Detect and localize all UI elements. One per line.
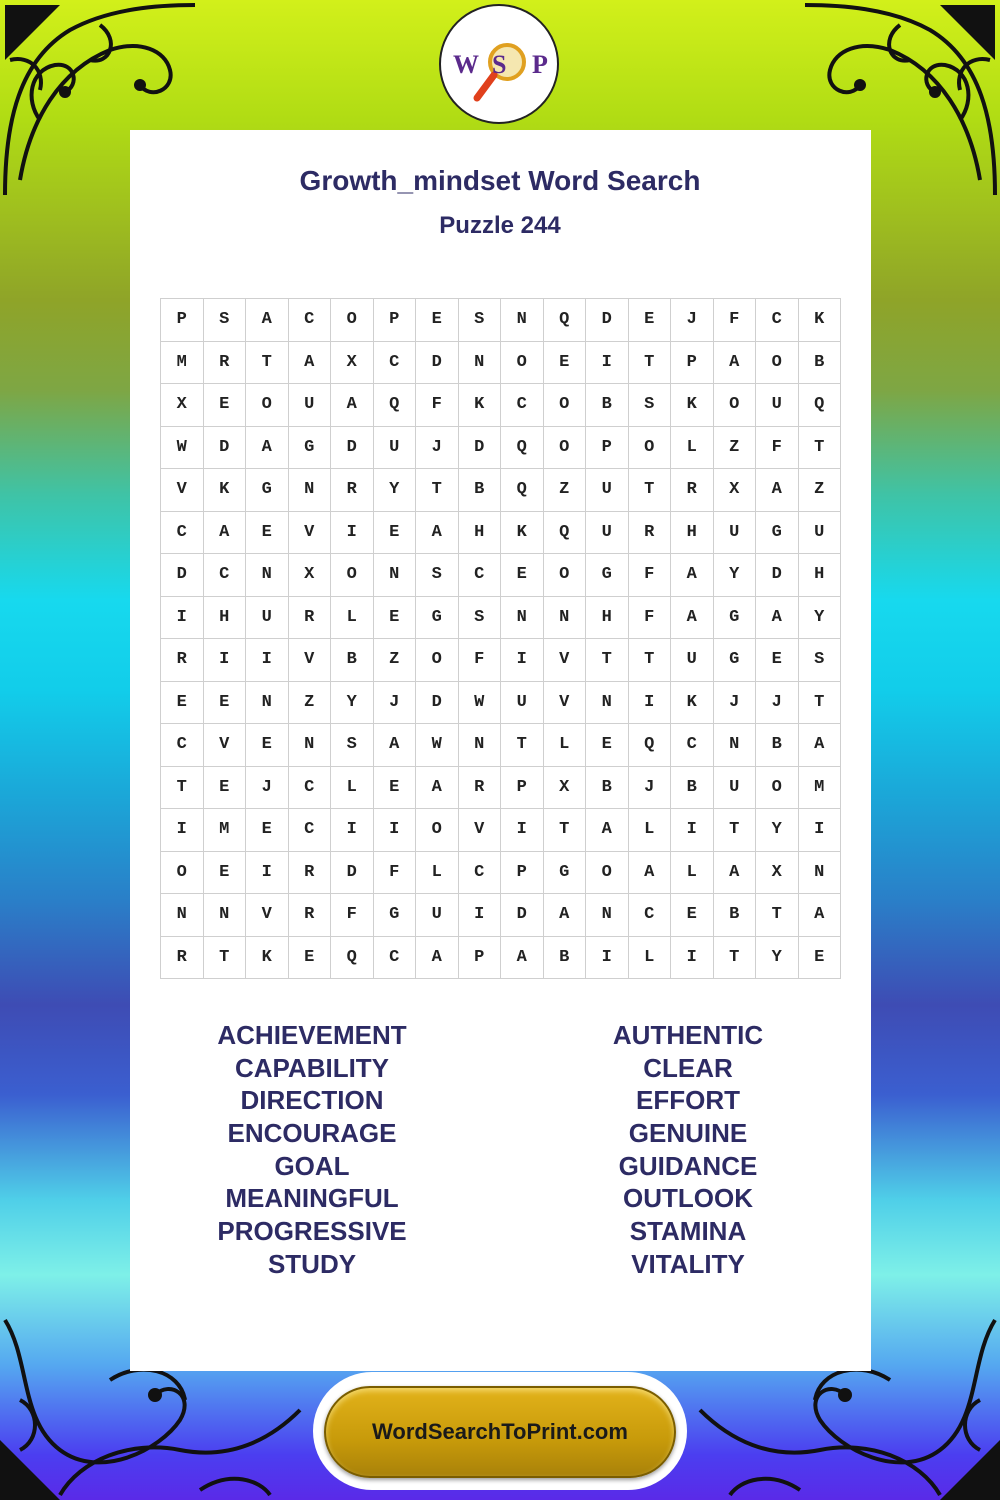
word-item: EFFORT [636,1085,740,1116]
grid-cell[interactable]: T [629,469,672,512]
grid-cell[interactable]: L [544,724,587,767]
word-item: CLEAR [643,1052,733,1083]
grid-cell[interactable]: E [246,809,289,852]
grid-cell[interactable]: P [161,299,204,342]
word-item: VITALITY [631,1248,745,1279]
grid-cell[interactable]: U [671,639,714,682]
grid-cell[interactable]: X [756,852,799,895]
grid-cell[interactable]: E [501,554,544,597]
grid-cell[interactable]: H [204,597,247,640]
grid-cell[interactable]: C [204,554,247,597]
grid-cell[interactable]: Q [799,384,842,427]
grid-cell[interactable]: B [586,384,629,427]
grid-cell[interactable]: F [629,554,672,597]
grid-cell[interactable]: I [586,937,629,980]
grid-cell[interactable]: E [671,894,714,937]
grid-cell[interactable]: N [289,724,332,767]
grid-cell[interactable]: E [161,682,204,725]
grid-cell[interactable]: D [416,682,459,725]
grid-cell[interactable]: U [289,384,332,427]
grid-cell[interactable]: X [331,342,374,385]
grid-cell[interactable]: Y [756,809,799,852]
grid-cell[interactable]: E [374,767,417,810]
grid-cell[interactable]: N [586,894,629,937]
grid-cell[interactable]: V [289,512,332,555]
grid-cell[interactable]: T [714,937,757,980]
grid-cell[interactable]: E [416,299,459,342]
word-item: CAPABILITY [234,1052,390,1083]
grid-cell[interactable]: I [161,809,204,852]
grid-cell[interactable]: S [459,299,502,342]
grid-cell[interactable]: T [501,724,544,767]
grid-cell[interactable]: O [416,809,459,852]
grid-cell[interactable]: R [161,937,204,980]
grid-cell[interactable]: V [204,724,247,767]
grid-cell[interactable]: T [799,427,842,470]
grid-cell[interactable]: C [289,299,332,342]
grid-cell[interactable]: O [416,639,459,682]
grid-cell[interactable]: L [331,597,374,640]
grid-cell[interactable]: T [161,767,204,810]
grid-cell[interactable]: C [374,342,417,385]
grid-cell[interactable]: P [501,767,544,810]
grid-cell[interactable]: A [204,512,247,555]
grid-cell[interactable]: O [331,299,374,342]
grid-cell[interactable]: Q [501,427,544,470]
grid-cell[interactable]: O [544,554,587,597]
grid-cell[interactable]: O [756,342,799,385]
grid-cell[interactable]: N [459,724,502,767]
grid-cell[interactable]: E [204,682,247,725]
grid-cell[interactable]: U [374,427,417,470]
grid-cell[interactable]: U [586,512,629,555]
grid-cell[interactable]: V [544,682,587,725]
grid-cell[interactable]: O [544,427,587,470]
grid-cell[interactable]: D [416,342,459,385]
grid-cell[interactable]: E [374,597,417,640]
grid-cell[interactable]: N [289,469,332,512]
grid-cell[interactable]: E [289,937,332,980]
logo-letter-p: P [532,50,548,79]
grid-cell[interactable]: F [714,299,757,342]
grid-cell[interactable]: Y [714,554,757,597]
grid-cell[interactable]: Q [501,469,544,512]
grid-cell[interactable]: A [671,554,714,597]
grid-cell[interactable]: B [544,937,587,980]
grid-cell[interactable]: I [246,852,289,895]
grid-cell[interactable]: E [544,342,587,385]
grid-cell[interactable]: G [289,427,332,470]
grid-cell[interactable]: Q [374,384,417,427]
logo-letter-w: W [453,50,479,79]
grid-cell[interactable]: N [374,554,417,597]
grid-cell[interactable]: N [501,299,544,342]
grid-cell[interactable]: V [246,894,289,937]
word-item: STAMINA [629,1216,747,1247]
grid-cell[interactable]: D [161,554,204,597]
grid-cell[interactable]: R [629,512,672,555]
grid-cell[interactable]: N [459,342,502,385]
grid-cell[interactable]: A [714,342,757,385]
grid-cell[interactable]: M [161,342,204,385]
grid-cell[interactable]: B [331,639,374,682]
puzzle-number: Puzzle 244 [439,212,561,239]
grid-cell[interactable]: W [459,682,502,725]
grid-cell[interactable]: S [799,639,842,682]
word-item: GENUINE [628,1118,748,1149]
grid-cell[interactable]: U [501,682,544,725]
grid-cell[interactable]: O [331,554,374,597]
grid-cell[interactable]: Q [544,299,587,342]
grid-cell[interactable]: A [246,299,289,342]
grid-cell[interactable]: U [714,512,757,555]
grid-cell[interactable]: E [246,724,289,767]
grid-cell[interactable]: V [161,469,204,512]
grid-cell[interactable]: F [416,384,459,427]
grid-cell[interactable]: J [756,682,799,725]
grid-cell[interactable]: E [204,767,247,810]
grid-cell[interactable]: V [544,639,587,682]
grid-cell[interactable]: Y [374,469,417,512]
grid-cell[interactable]: H [459,512,502,555]
grid-cell[interactable]: W [161,427,204,470]
grid-cell[interactable]: A [799,894,842,937]
grid-cell[interactable]: M [799,767,842,810]
grid-cell[interactable]: O [756,767,799,810]
grid-cell[interactable]: R [459,767,502,810]
grid-cell[interactable]: Z [714,427,757,470]
grid-cell[interactable]: R [289,852,332,895]
grid-cell[interactable]: L [671,852,714,895]
grid-cell[interactable]: G [714,597,757,640]
grid-cell[interactable]: K [671,384,714,427]
grid-cell[interactable]: A [416,937,459,980]
grid-cell[interactable]: A [586,809,629,852]
grid-cell[interactable]: A [544,894,587,937]
grid-cell[interactable]: Z [799,469,842,512]
grid-cell[interactable]: N [204,894,247,937]
grid-cell[interactable]: Q [544,512,587,555]
grid-cell[interactable]: N [799,852,842,895]
grid-cell[interactable]: K [246,937,289,980]
grid-cell[interactable]: D [501,894,544,937]
grid-cell[interactable]: T [416,469,459,512]
grid-cell[interactable]: F [374,852,417,895]
grid-cell[interactable]: J [246,767,289,810]
grid-cell[interactable]: T [799,682,842,725]
grid-cell[interactable]: A [416,767,459,810]
grid-cell[interactable]: D [331,852,374,895]
grid-cell[interactable]: U [246,597,289,640]
grid-cell[interactable]: D [331,427,374,470]
grid-cell[interactable]: Z [289,682,332,725]
grid-cell[interactable]: A [246,427,289,470]
grid-cell[interactable]: J [671,299,714,342]
grid-cell[interactable]: O [544,384,587,427]
grid-cell[interactable]: I [501,639,544,682]
grid-cell[interactable]: D [586,299,629,342]
word-item: MEANINGFUL [225,1183,399,1214]
grid-cell[interactable]: S [416,554,459,597]
grid-cell[interactable]: A [756,597,799,640]
word-item: PROGRESSIVE [217,1216,407,1247]
grid-cell[interactable]: G [544,852,587,895]
grid-cell[interactable]: C [289,809,332,852]
grid-cell[interactable]: N [246,682,289,725]
word-item: GOAL [274,1150,350,1181]
grid-cell[interactable]: H [586,597,629,640]
wsp-logo[interactable] [439,4,559,124]
grid-cell[interactable]: D [204,427,247,470]
grid-cell[interactable]: F [331,894,374,937]
grid-cell[interactable]: U [416,894,459,937]
grid-cell[interactable]: E [756,639,799,682]
grid-cell[interactable]: X [161,384,204,427]
grid-cell[interactable]: X [289,554,332,597]
grid-cell[interactable]: L [416,852,459,895]
grid-cell[interactable]: A [671,597,714,640]
grid-cell[interactable]: F [459,639,502,682]
grid-cell[interactable]: U [714,767,757,810]
word-list-right [538,1019,838,1281]
grid-cell[interactable]: J [374,682,417,725]
grid-cell[interactable]: G [714,639,757,682]
grid-cell[interactable]: R [671,469,714,512]
grid-cell[interactable]: I [671,937,714,980]
grid-cell[interactable]: B [671,767,714,810]
grid-cell[interactable]: Q [331,937,374,980]
grid-cell[interactable]: P [501,852,544,895]
grid-cell[interactable]: C [161,512,204,555]
grid-cell[interactable]: T [544,809,587,852]
grid-cell[interactable]: O [246,384,289,427]
grid-cell[interactable]: I [586,342,629,385]
grid-cell[interactable]: I [374,809,417,852]
grid-cell[interactable]: O [586,852,629,895]
word-item: DIRECTION [240,1085,384,1116]
grid-cell[interactable]: H [671,512,714,555]
grid-cell[interactable]: R [289,597,332,640]
grid-cell[interactable]: P [459,937,502,980]
word-list-left [162,1019,462,1281]
grid-cell[interactable]: C [459,554,502,597]
grid-cell[interactable]: E [246,512,289,555]
grid-cell[interactable]: J [714,682,757,725]
grid-cell[interactable]: U [799,512,842,555]
grid-cell[interactable]: C [501,384,544,427]
grid-cell[interactable]: C [629,894,672,937]
grid-cell[interactable]: S [331,724,374,767]
grid-cell[interactable]: K [204,469,247,512]
grid-cell[interactable]: I [799,809,842,852]
grid-cell[interactable]: E [204,852,247,895]
grid-cell[interactable]: O [161,852,204,895]
grid-cell[interactable]: L [671,427,714,470]
grid-cell[interactable]: U [586,469,629,512]
logo-letter-s: S [492,50,507,79]
grid-cell[interactable]: I [331,512,374,555]
grid-cell[interactable]: F [629,597,672,640]
grid-cell[interactable]: R [331,469,374,512]
grid-cell[interactable]: A [756,469,799,512]
grid-cell[interactable]: R [161,639,204,682]
grid-cell[interactable]: B [799,342,842,385]
grid-cell[interactable]: L [629,809,672,852]
grid-cell[interactable]: X [714,469,757,512]
grid-cell[interactable]: T [756,894,799,937]
grid-cell[interactable]: A [629,852,672,895]
grid-cell[interactable]: A [501,937,544,980]
grid-cell[interactable]: X [544,767,587,810]
grid-cell[interactable]: A [416,512,459,555]
grid-cell[interactable]: S [204,299,247,342]
grid-cell[interactable]: I [501,809,544,852]
grid-cell[interactable]: R [204,342,247,385]
grid-cell[interactable]: E [629,299,672,342]
grid-cell[interactable]: C [374,937,417,980]
letter-grid [160,298,841,979]
grid-cell[interactable]: B [756,724,799,767]
grid-cell[interactable]: I [629,682,672,725]
grid-cell[interactable]: M [204,809,247,852]
grid-cell[interactable]: Y [799,597,842,640]
grid-cell[interactable]: Y [331,682,374,725]
grid-cell[interactable]: T [586,639,629,682]
grid-cell[interactable]: A [331,384,374,427]
grid-cell[interactable]: C [756,299,799,342]
grid-cell[interactable]: I [331,809,374,852]
grid-cell[interactable]: E [374,512,417,555]
grid-cell[interactable]: E [799,937,842,980]
grid-cell[interactable]: G [416,597,459,640]
grid-cell[interactable]: J [629,767,672,810]
page-title: Growth_mindset Word Search [299,165,701,196]
grid-cell[interactable]: H [799,554,842,597]
grid-cell[interactable]: A [799,724,842,767]
grid-cell[interactable]: G [586,554,629,597]
grid-cell[interactable]: C [459,852,502,895]
website-label: WordSearchToPrint.com [372,1419,628,1444]
grid-cell[interactable]: G [756,512,799,555]
grid-cell[interactable]: V [459,809,502,852]
grid-cell[interactable]: V [289,639,332,682]
grid-cell[interactable]: A [289,342,332,385]
grid-cell[interactable]: N [714,724,757,767]
grid-cell[interactable]: Q [629,724,672,767]
grid-cell[interactable]: C [289,767,332,810]
grid-cell[interactable]: L [629,937,672,980]
word-item: AUTHENTIC [612,1020,764,1050]
grid-cell[interactable]: K [671,682,714,725]
grid-cell[interactable]: C [161,724,204,767]
grid-cell[interactable]: E [586,724,629,767]
grid-cell[interactable]: I [671,809,714,852]
grid-cell[interactable]: O [501,342,544,385]
grid-cell[interactable]: L [331,767,374,810]
grid-cell[interactable]: T [629,639,672,682]
grid-cell[interactable]: Y [756,937,799,980]
grid-cell[interactable]: T [246,342,289,385]
grid-cell[interactable]: Z [544,469,587,512]
grid-cell[interactable]: G [374,894,417,937]
grid-cell[interactable]: N [246,554,289,597]
grid-cell[interactable]: F [756,427,799,470]
grid-cell[interactable]: J [416,427,459,470]
grid-cell[interactable]: T [204,937,247,980]
grid-cell[interactable]: N [586,682,629,725]
grid-cell[interactable]: R [289,894,332,937]
grid-cell[interactable]: P [586,427,629,470]
grid-cell[interactable]: S [629,384,672,427]
word-item: GUIDANCE [618,1150,758,1181]
grid-cell[interactable]: Z [374,639,417,682]
grid-cell[interactable]: P [671,342,714,385]
grid-cell[interactable]: T [714,809,757,852]
grid-cell[interactable]: D [459,427,502,470]
word-item: OUTLOOK [623,1183,753,1214]
grid-cell[interactable]: B [586,767,629,810]
grid-cell[interactable]: N [544,597,587,640]
word-item: STUDY [267,1248,357,1279]
grid-cell[interactable]: I [204,639,247,682]
grid-cell[interactable]: P [374,299,417,342]
grid-cell[interactable]: G [246,469,289,512]
grid-cell[interactable]: W [416,724,459,767]
grid-cell[interactable]: D [756,554,799,597]
grid-cell[interactable]: U [756,384,799,427]
grid-cell[interactable]: A [374,724,417,767]
grid-cell[interactable]: T [629,342,672,385]
grid-cell[interactable]: I [246,639,289,682]
grid-cell[interactable]: S [459,597,502,640]
word-item: ENCOURAGE [227,1118,397,1149]
grid-cell[interactable]: A [714,852,757,895]
grid-cell[interactable]: O [714,384,757,427]
grid-cell[interactable]: I [161,597,204,640]
grid-cell[interactable]: B [714,894,757,937]
grid-cell[interactable]: K [799,299,842,342]
grid-cell[interactable]: I [459,894,502,937]
grid-cell[interactable]: N [501,597,544,640]
grid-cell[interactable]: E [204,384,247,427]
word-item: ACHIEVEMENT [217,1020,407,1050]
grid-cell[interactable]: B [459,469,502,512]
grid-cell[interactable]: N [161,894,204,937]
grid-cell[interactable]: K [501,512,544,555]
grid-cell[interactable]: O [629,427,672,470]
grid-cell[interactable]: C [671,724,714,767]
website-button[interactable] [324,1386,676,1478]
grid-cell[interactable]: K [459,384,502,427]
